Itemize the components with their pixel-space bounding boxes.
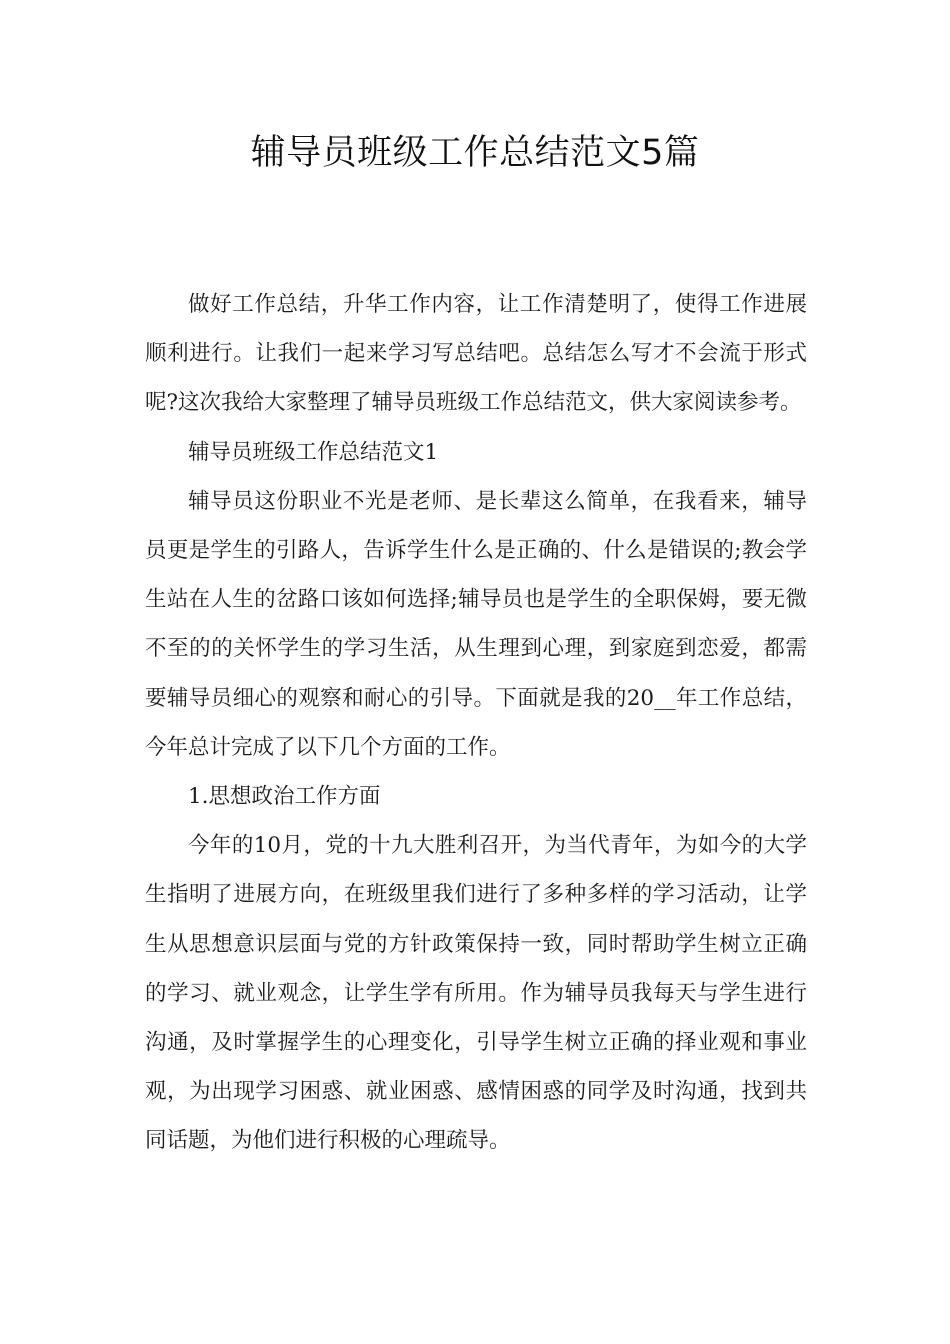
section-heading-example-1: 辅导员班级工作总结范文1: [188, 439, 439, 465]
body-paragraph: 辅导员这份职业不光是老师、是长辈这么简单，在我看来，辅导员更是学生的引路人，告诉学生什么是正确的、什么是错误的;教会学生站在人生的岔路口该如何选择;辅导员也是学生的全职保姆，要无微不至的的关怀学生的学习生活，从生理到心理，到家庭到恋爱，都需要辅导员细心的观察和耐心的引导。下面就是我的20__年工作总结，今年总计完成了以下几个方面的工作。: [145, 488, 807, 760]
body-paragraph: 今年的10月，党的十九大胜利召开，为当代青年，为如今的大学生指明了进展方向，在班级里我们进行了多种多样的学习活动，让学生从思想意识层面与党的方针政策保持一致，同时帮助学生树立正确的学习、就业观念，让学生学有所用。作为辅导员我每天与学生进行沟通，及时掌握学生的心理变化，引导学生树立正确的择业观和事业观，为出现学习困惑、就业困惑、感情困惑的同学及时沟通，找到共同话题，为他们进行积极的心理疏导。: [145, 833, 807, 1154]
intro-paragraph: 做好工作总结，升华工作内容，让工作清楚明了，使得工作进展顺利进行。让我们一起来学习写总结吧。总结怎么写才不会流于形式呢?这次我给大家整理了辅导员班级工作总结范文，供大家阅读参考。: [145, 292, 807, 416]
document-body: [145, 280, 807, 1166]
document-title: 辅导员班级工作总结范文5篇: [250, 133, 700, 173]
subsection-heading-political-work: 1.思想政治工作方面: [188, 784, 381, 810]
